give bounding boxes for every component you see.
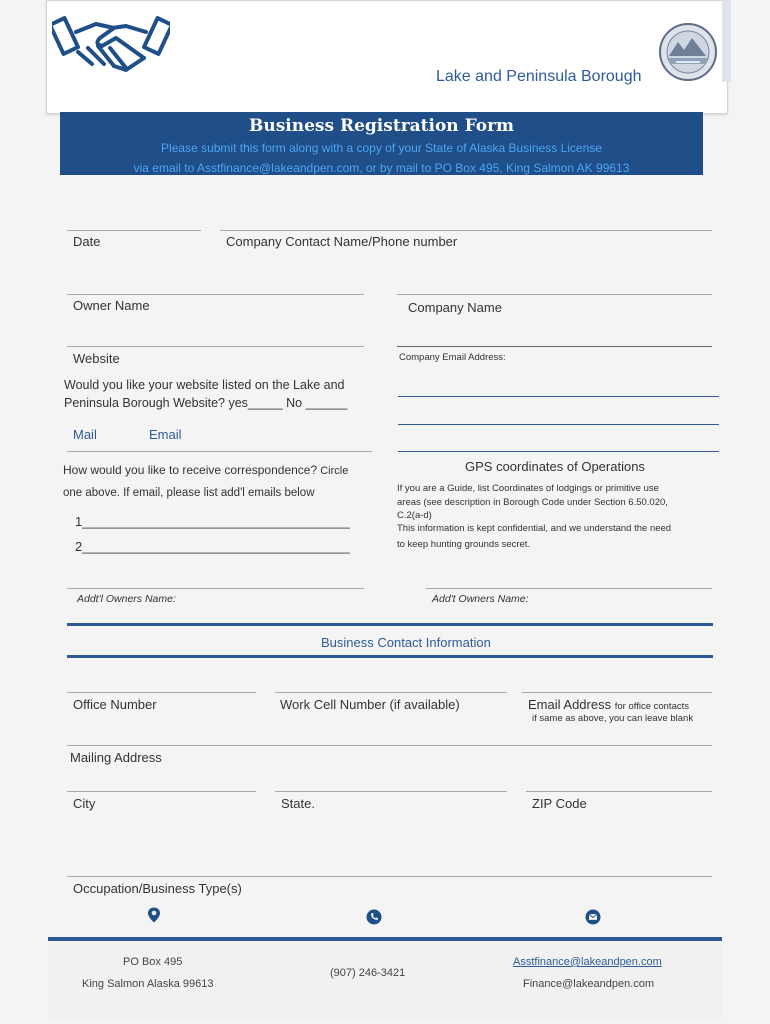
gps-note-line-5: to keep hunting grounds secret. [397,539,531,550]
handshake-icon [52,6,170,88]
company-email-line[interactable] [397,346,712,347]
title-banner [60,112,703,175]
city-label: City [73,796,96,811]
state-label: State. [281,796,315,811]
borough-seal-icon [656,22,720,82]
correspondence-divider [67,451,372,452]
email-address-line[interactable] [522,692,712,693]
gps-note-line-3: C.2(a-d) [397,510,432,521]
website-line[interactable] [67,346,364,347]
gps-note-line-1: If you are a Guide, list Coordinates of lodgings or primitive use [397,483,659,494]
map-pin-icon [146,907,162,923]
owner-name-label: Owner Name [73,298,150,313]
company-email-entry-3[interactable] [398,451,719,452]
company-name-label: Company Name [408,300,502,315]
company-contact-label: Company Contact Name/Phone number [226,234,458,249]
correspondence-question-line-2: one above. If email, please list add'l emails below [63,487,315,499]
company-email-label: Company Email Address: [399,352,506,363]
occupation-line[interactable] [67,876,712,877]
date-label: Date [73,234,101,249]
correspondence-question-main: How would you like to receive correspondence? [63,463,318,477]
occupation-label: Occupation/Business Type(s) [73,881,242,896]
company-email-entry-2[interactable] [398,424,719,425]
email-address-note-2: if same as above, you can leave blank [532,713,694,724]
company-email-entry-1[interactable] [398,396,719,397]
email-address-label-main: Email Address [528,697,612,712]
footer-rule [48,937,722,941]
addl-owners-left-line[interactable] [67,588,364,589]
company-contact-line[interactable] [220,230,712,231]
website-question-line-1: Would you like your website listed on the Lake and [64,378,345,392]
mailing-address-label: Mailing Address [70,750,162,765]
correspondence-question-rest: Circle [317,465,349,477]
date-line[interactable] [67,230,201,231]
footer-phone: (907) 246-3421 [330,967,406,979]
addl-owners-right-label: Add't Owners Name: [432,593,529,605]
contact-section-title: Business Contact Information [321,635,491,650]
correspondence-question-line-1 [63,463,348,477]
mail-option[interactable]: Mail [73,427,97,442]
phone-icon [366,909,382,925]
addl-owners-right-line[interactable] [426,588,712,589]
section-rule-top [67,623,713,626]
instructions-line-1: Please submit this form along with a copy of your State of Alaska Business License [161,141,602,155]
city-line[interactable] [67,791,256,792]
gps-note-line-2: areas (see description in Borough Code under Section 6.50.020, [397,497,668,508]
company-name-line[interactable] [397,294,712,295]
website-question-line-2: Peninsula Borough Website? yes_____ No ______ [64,396,348,410]
footer-city-line: King Salmon Alaska 99613 [82,978,214,990]
zip-line[interactable] [526,791,712,792]
footer-email-link-1[interactable]: Asstfinance@lakeandpen.com [513,956,662,968]
addl-owners-left-label: Addt'l Owners Name: [77,593,176,605]
header-accent-strip [722,0,731,82]
additional-email-line-1[interactable]: 1_____________________________________ [75,514,350,529]
instructions-line-2: via email to Asstfinance@lakeandpen.com, or by mail to PO Box 495, King Salmon AK 99613 [133,161,630,175]
additional-email-line-2[interactable]: 2_____________________________________ [75,539,350,554]
form-title: Business Registration Form [248,116,515,136]
email-option[interactable]: Email [149,427,182,442]
website-label: Website [73,351,120,366]
email-address-note-1: for office contacts [614,701,689,712]
work-cell-label: Work Cell Number (if available) [280,697,460,712]
gps-note-line-4: This information is kept confidential, and we understand the need [397,523,672,534]
footer-po-box: PO Box 495 [123,956,183,968]
gps-title: GPS coordinates of Operations [465,459,645,474]
org-name: Lake and Peninsula Borough [436,68,642,85]
office-number-label: Office Number [73,697,157,712]
section-rule-bottom [67,655,713,658]
owner-name-line[interactable] [67,294,364,295]
state-line[interactable] [275,791,507,792]
mailing-address-line[interactable] [67,745,712,746]
office-number-line[interactable] [67,692,256,693]
work-cell-line[interactable] [275,692,507,693]
zip-label: ZIP Code [532,796,587,811]
email-address-label [528,697,689,712]
envelope-icon [585,909,601,925]
footer-email-2: Finance@lakeandpen.com [523,978,655,990]
